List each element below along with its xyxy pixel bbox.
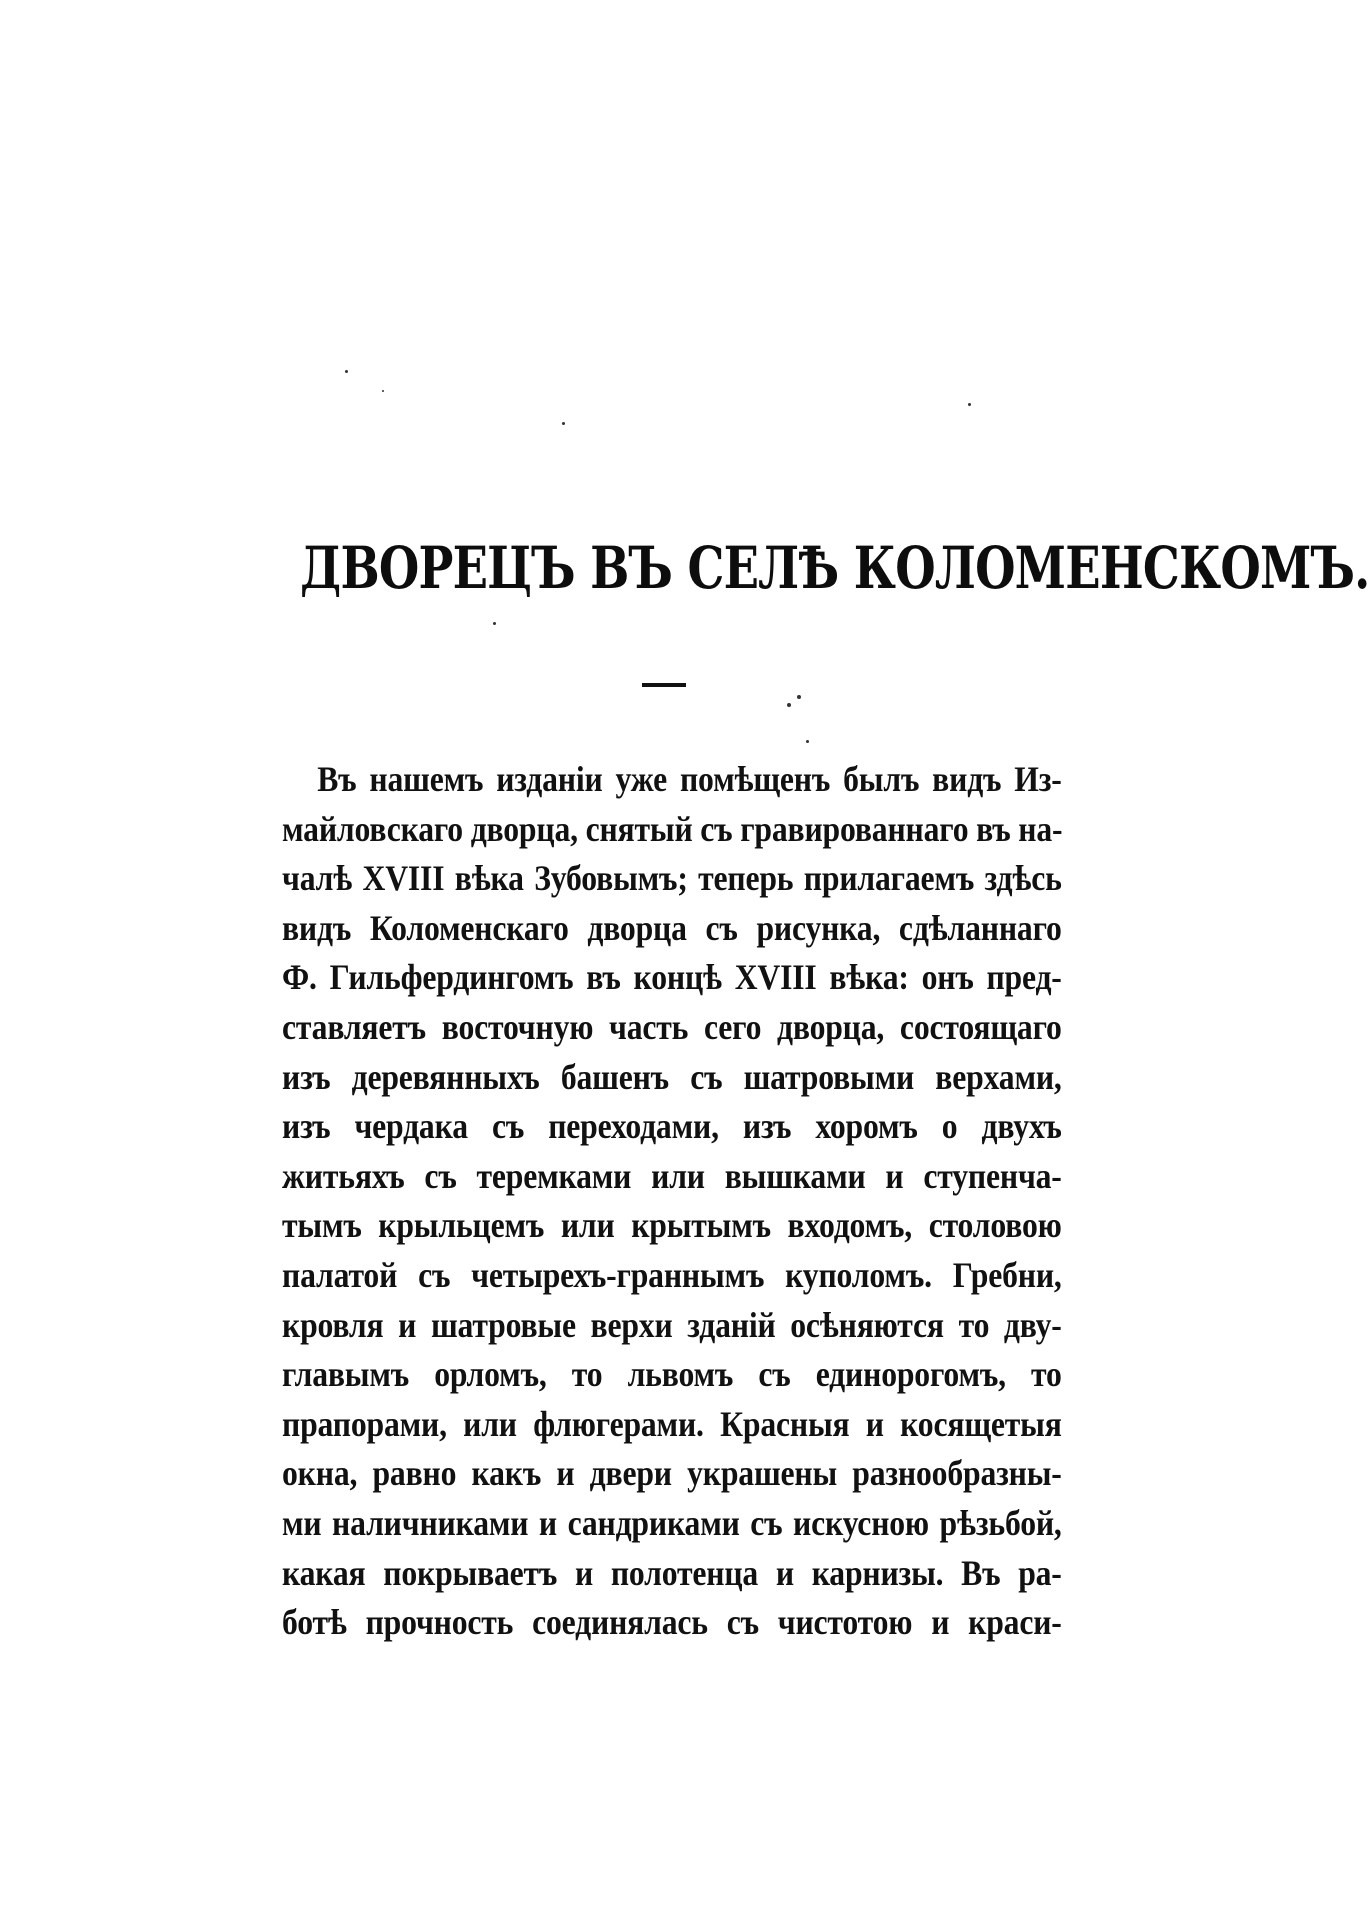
text-line: видъ Коломенскаго дворца съ рисунка, сдѣланнаго — [282, 907, 1062, 948]
text-line: ми наличниками и сандриками съ искусною рѣзьбой, — [282, 1502, 1062, 1543]
text-line: прапорами, или флюгерами. Красныя и косящетыя — [282, 1403, 1062, 1444]
print-speck — [382, 390, 384, 392]
text-line: ботѣ прочность соединялась съ чистотою и краси- — [282, 1602, 1062, 1643]
body-paragraph — [282, 755, 1062, 1648]
text-line: майловскаго дворца, снятый съ гравированнаго въ на- — [282, 808, 1063, 849]
text-line: изъ чердака съ переходами, изъ хоромъ о двухъ — [282, 1106, 1062, 1147]
text-line: окна, равно какъ и двери украшены разнообразны- — [282, 1453, 1062, 1494]
text-line: какая покрываетъ и полотенца и карнизы. Въ ра- — [282, 1552, 1062, 1593]
text-line: чалѣ XVIII вѣка Зубовымъ; теперь прилагаемъ здѣсь — [282, 858, 1062, 899]
print-speck — [493, 622, 496, 625]
print-speck — [345, 370, 348, 373]
text-line: житьяхъ съ теремками или вышками и ступенча- — [282, 1155, 1062, 1196]
print-speck — [562, 422, 565, 425]
text-line: Въ нашемъ изданіи уже помѣщенъ былъ видъ Из- — [317, 759, 1062, 799]
text-line: кровля и шатровые верхи зданій осѣняются то дву- — [282, 1304, 1062, 1345]
text-line: тымъ крыльцемъ или крытымъ входомъ, столовою — [282, 1205, 1062, 1246]
title-rule — [642, 683, 686, 687]
text-line: ставляетъ восточную часть сего дворца, состоящаго — [282, 1006, 1062, 1047]
print-speck — [968, 403, 971, 406]
print-speck — [797, 695, 801, 699]
page-title: ДВОРЕЦЪ ВЪ СЕЛѢ КОЛОМЕНСКОМЪ. — [300, 534, 1370, 602]
text-line: изъ деревянныхъ башенъ съ шатровыми верхами, — [282, 1056, 1062, 1097]
text-line: Ф. Гильфердингомъ въ концѣ XVIII вѣка: онъ пред- — [282, 957, 1062, 998]
print-speck — [806, 740, 809, 743]
text-line: главымъ орломъ, то львомъ съ единорогомъ, то — [282, 1354, 1062, 1395]
print-speck — [787, 703, 791, 707]
text-line: палатой съ четырехъ-граннымъ куполомъ. Гребни, — [282, 1254, 1062, 1295]
